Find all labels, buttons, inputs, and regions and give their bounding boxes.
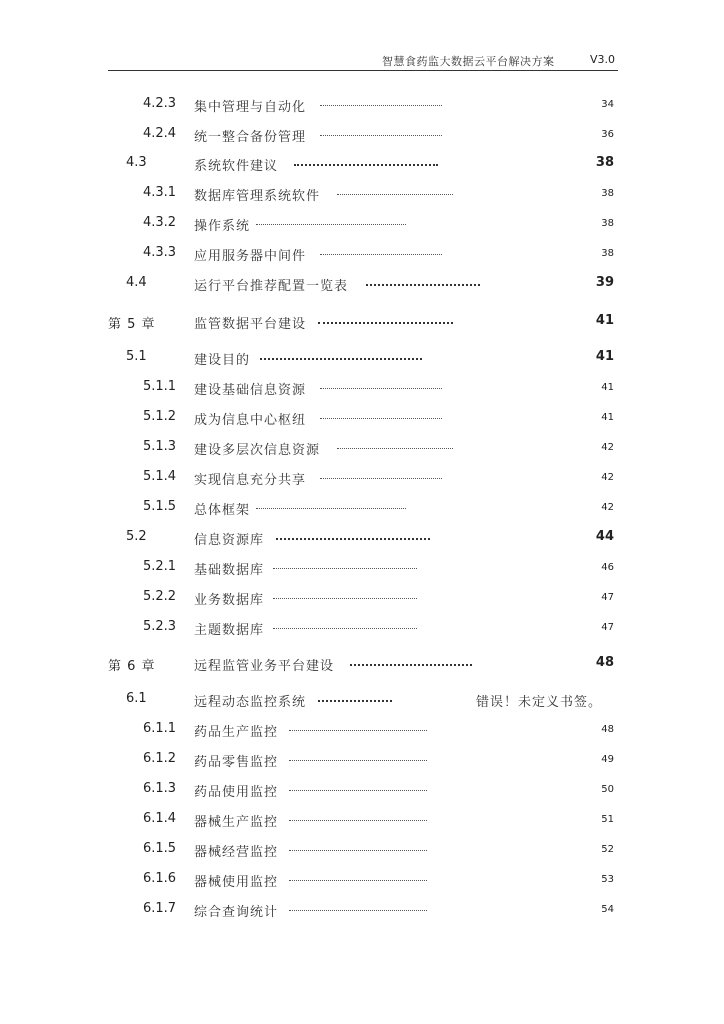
toc-dot-leader [337,448,453,449]
toc-entry-page: 50 [601,784,614,795]
toc-entry[interactable] [0,275,724,295]
toc-dot-leader [366,284,480,286]
toc-entry-title: 器械经营监控 [194,845,279,860]
toc-entry-number: 5.2 [126,529,147,544]
toc-entry-page: 49 [601,754,614,765]
toc-dot-leader [289,730,427,731]
toc-entry-title: 系统软件建议 [194,159,279,174]
toc-entry-title: 实现信息充分共享 [194,473,307,488]
toc-entry[interactable] [0,529,724,549]
toc-dot-leader [289,850,427,851]
toc-entry-page: 51 [601,814,614,825]
toc-entry[interactable] [0,691,724,711]
document-version: V3.0 [590,53,616,66]
toc-entry-page: 38 [595,155,614,170]
toc-entry-number: 5.1.4 [143,469,177,484]
toc-entry-number: 4.4 [126,275,147,290]
toc-entry-page: 48 [595,655,614,670]
toc-dot-leader [289,910,427,911]
toc-entry-page: 42 [601,442,614,453]
toc-entry-number: 6.1.4 [143,811,177,826]
toc-entry-number: 6.1 [126,691,147,706]
toc-entry-title: 业务数据库 [194,593,265,608]
toc-dot-leader [289,790,427,791]
toc-entry-page: 41 [601,412,614,423]
document-title: 智慧食药监大数据云平台解决方案 [382,55,555,68]
toc-entry[interactable] [0,901,724,921]
toc-entry-title: 器械使用监控 [194,875,279,890]
toc-entry-title: 信息资源库 [194,533,265,548]
toc-entry-number: 6.1.7 [143,901,177,916]
toc-entry-title: 器械生产监控 [194,815,279,830]
toc-entry-page: 48 [601,724,614,735]
toc-entry-title: 应用服务器中间件 [194,249,307,264]
toc-dot-leader [320,478,442,479]
toc-dot-leader [320,254,442,255]
toc-dot-leader [260,358,422,360]
toc-entry-number: 5.2.1 [143,559,177,574]
toc-entry-page: 52 [601,844,614,855]
toc-entry[interactable] [0,499,724,519]
toc-entry[interactable] [0,245,724,265]
toc-entry[interactable] [0,126,724,146]
toc-entry[interactable] [0,811,724,831]
toc-entry[interactable] [0,559,724,579]
toc-entry-page: 54 [601,904,614,915]
toc-entry-page: 41 [595,313,614,328]
toc-entry-number: 6.1.3 [143,781,177,796]
toc-entry-title: 药品使用监控 [194,785,279,800]
toc-entry[interactable] [0,349,724,369]
toc-entry[interactable] [0,185,724,205]
toc-chapter-title: 远程监管业务平台建设 [194,659,335,674]
toc-entry-number: 5.1 [126,349,147,364]
toc-entry-page: 41 [595,349,614,364]
toc-entry[interactable] [0,841,724,861]
toc-dot-leader [337,194,453,195]
toc-entry-title: 远程动态监控系统 [194,695,307,710]
toc-entry-title: 总体框架 [194,503,251,518]
toc-entry-number: 5.2.3 [143,619,177,634]
toc-dot-leader [273,628,417,629]
toc-dot-leader [320,105,442,106]
toc-entry-page: 47 [601,592,614,603]
toc-entry-number: 5.2.2 [143,589,177,604]
toc-entry-title: 数据库管理系统软件 [194,189,321,204]
toc-entry-title: 成为信息中心枢纽 [194,413,307,428]
toc-dot-leader [276,538,430,540]
toc-entry-page: 38 [601,248,614,259]
toc-entry-number: 4.3.1 [143,185,177,200]
toc-entry-number: 6.1.1 [143,721,177,736]
toc-entry-title: 药品生产监控 [194,725,279,740]
toc-entry-page: 46 [601,562,614,573]
toc-entry-page: 39 [595,275,614,290]
toc-entry[interactable] [0,96,724,116]
toc-entry-title: 统一整合备份管理 [194,130,307,145]
toc-dot-leader [289,820,427,821]
toc-entry[interactable] [0,619,724,639]
toc-entry-number: 5.1.5 [143,499,177,514]
toc-error-note: 错误！未定义书签。 [476,695,603,710]
toc-entry[interactable] [0,589,724,609]
toc-dot-leader [320,388,442,389]
toc-entry-title: 建设目的 [194,353,251,368]
toc-entry-title: 基础数据库 [194,563,265,578]
toc-entry[interactable] [0,469,724,489]
toc-dot-leader [289,880,427,881]
toc-dot-leader [256,224,406,225]
header-divider [108,70,618,71]
toc-chapter-title: 监管数据平台建设 [194,317,307,332]
toc-entry-number: 6.1.5 [143,841,177,856]
toc-entry-page: 41 [601,382,614,393]
toc-dot-leader [294,164,438,166]
toc-entry-page: 42 [601,472,614,483]
toc-dot-leader [318,700,392,702]
toc-dot-leader [256,508,406,509]
toc-entry-page: 38 [601,218,614,229]
toc-entry-page: 47 [601,622,614,633]
toc-entry[interactable] [0,379,724,399]
toc-entry-number: 5.1.2 [143,409,177,424]
toc-entry-title: 药品零售监控 [194,755,279,770]
toc-entry-number: 6.1.6 [143,871,177,886]
toc-chapter[interactable] [0,313,724,333]
toc-entry-page: 38 [601,188,614,199]
toc-entry[interactable] [0,751,724,771]
toc-entry[interactable] [0,215,724,235]
toc-dot-leader [318,322,453,324]
toc-entry-page: 44 [595,529,614,544]
toc-entry[interactable] [0,409,724,429]
toc-entry-title: 建设基础信息资源 [194,383,307,398]
toc-entry[interactable] [0,439,724,459]
toc-dot-leader [289,760,427,761]
toc-entry-number: 5.1.1 [143,379,177,394]
toc-entry-page: 36 [601,129,614,140]
toc-entry-title: 操作系统 [194,219,251,234]
toc-entry-number: 4.3.2 [143,215,177,230]
toc-entry-title: 主题数据库 [194,623,265,638]
toc-entry-number: 4.3 [126,155,147,170]
toc-chapter-number: 第 6 章 [108,659,156,674]
toc-chapter-number: 第 5 章 [108,317,156,332]
toc-entry-page: 42 [601,502,614,513]
toc-dot-leader [273,598,417,599]
toc-dot-leader [273,568,417,569]
toc-entry-page: 34 [601,99,614,110]
toc-entry-title: 建设多层次信息资源 [194,443,321,458]
toc-entry-number: 6.1.2 [143,751,177,766]
toc-entry-number: 4.3.3 [143,245,177,260]
toc-entry[interactable] [0,871,724,891]
toc-chapter[interactable] [0,655,724,675]
toc-dot-leader [320,418,442,419]
toc-entry-page: 53 [601,874,614,885]
toc-entry-title: 综合查询统计 [194,905,279,920]
toc-entry-number: 5.1.3 [143,439,177,454]
toc-entry-title: 集中管理与自动化 [194,100,307,115]
toc-entry-number: 4.2.3 [143,96,177,111]
toc-entry[interactable] [0,155,724,175]
toc-entry[interactable] [0,721,724,741]
toc-entry[interactable] [0,781,724,801]
toc-dot-leader [320,135,442,136]
toc-entry-title: 运行平台推荐配置一览表 [194,279,349,294]
toc-dot-leader [350,664,472,666]
toc-entry-number: 4.2.4 [143,126,177,141]
